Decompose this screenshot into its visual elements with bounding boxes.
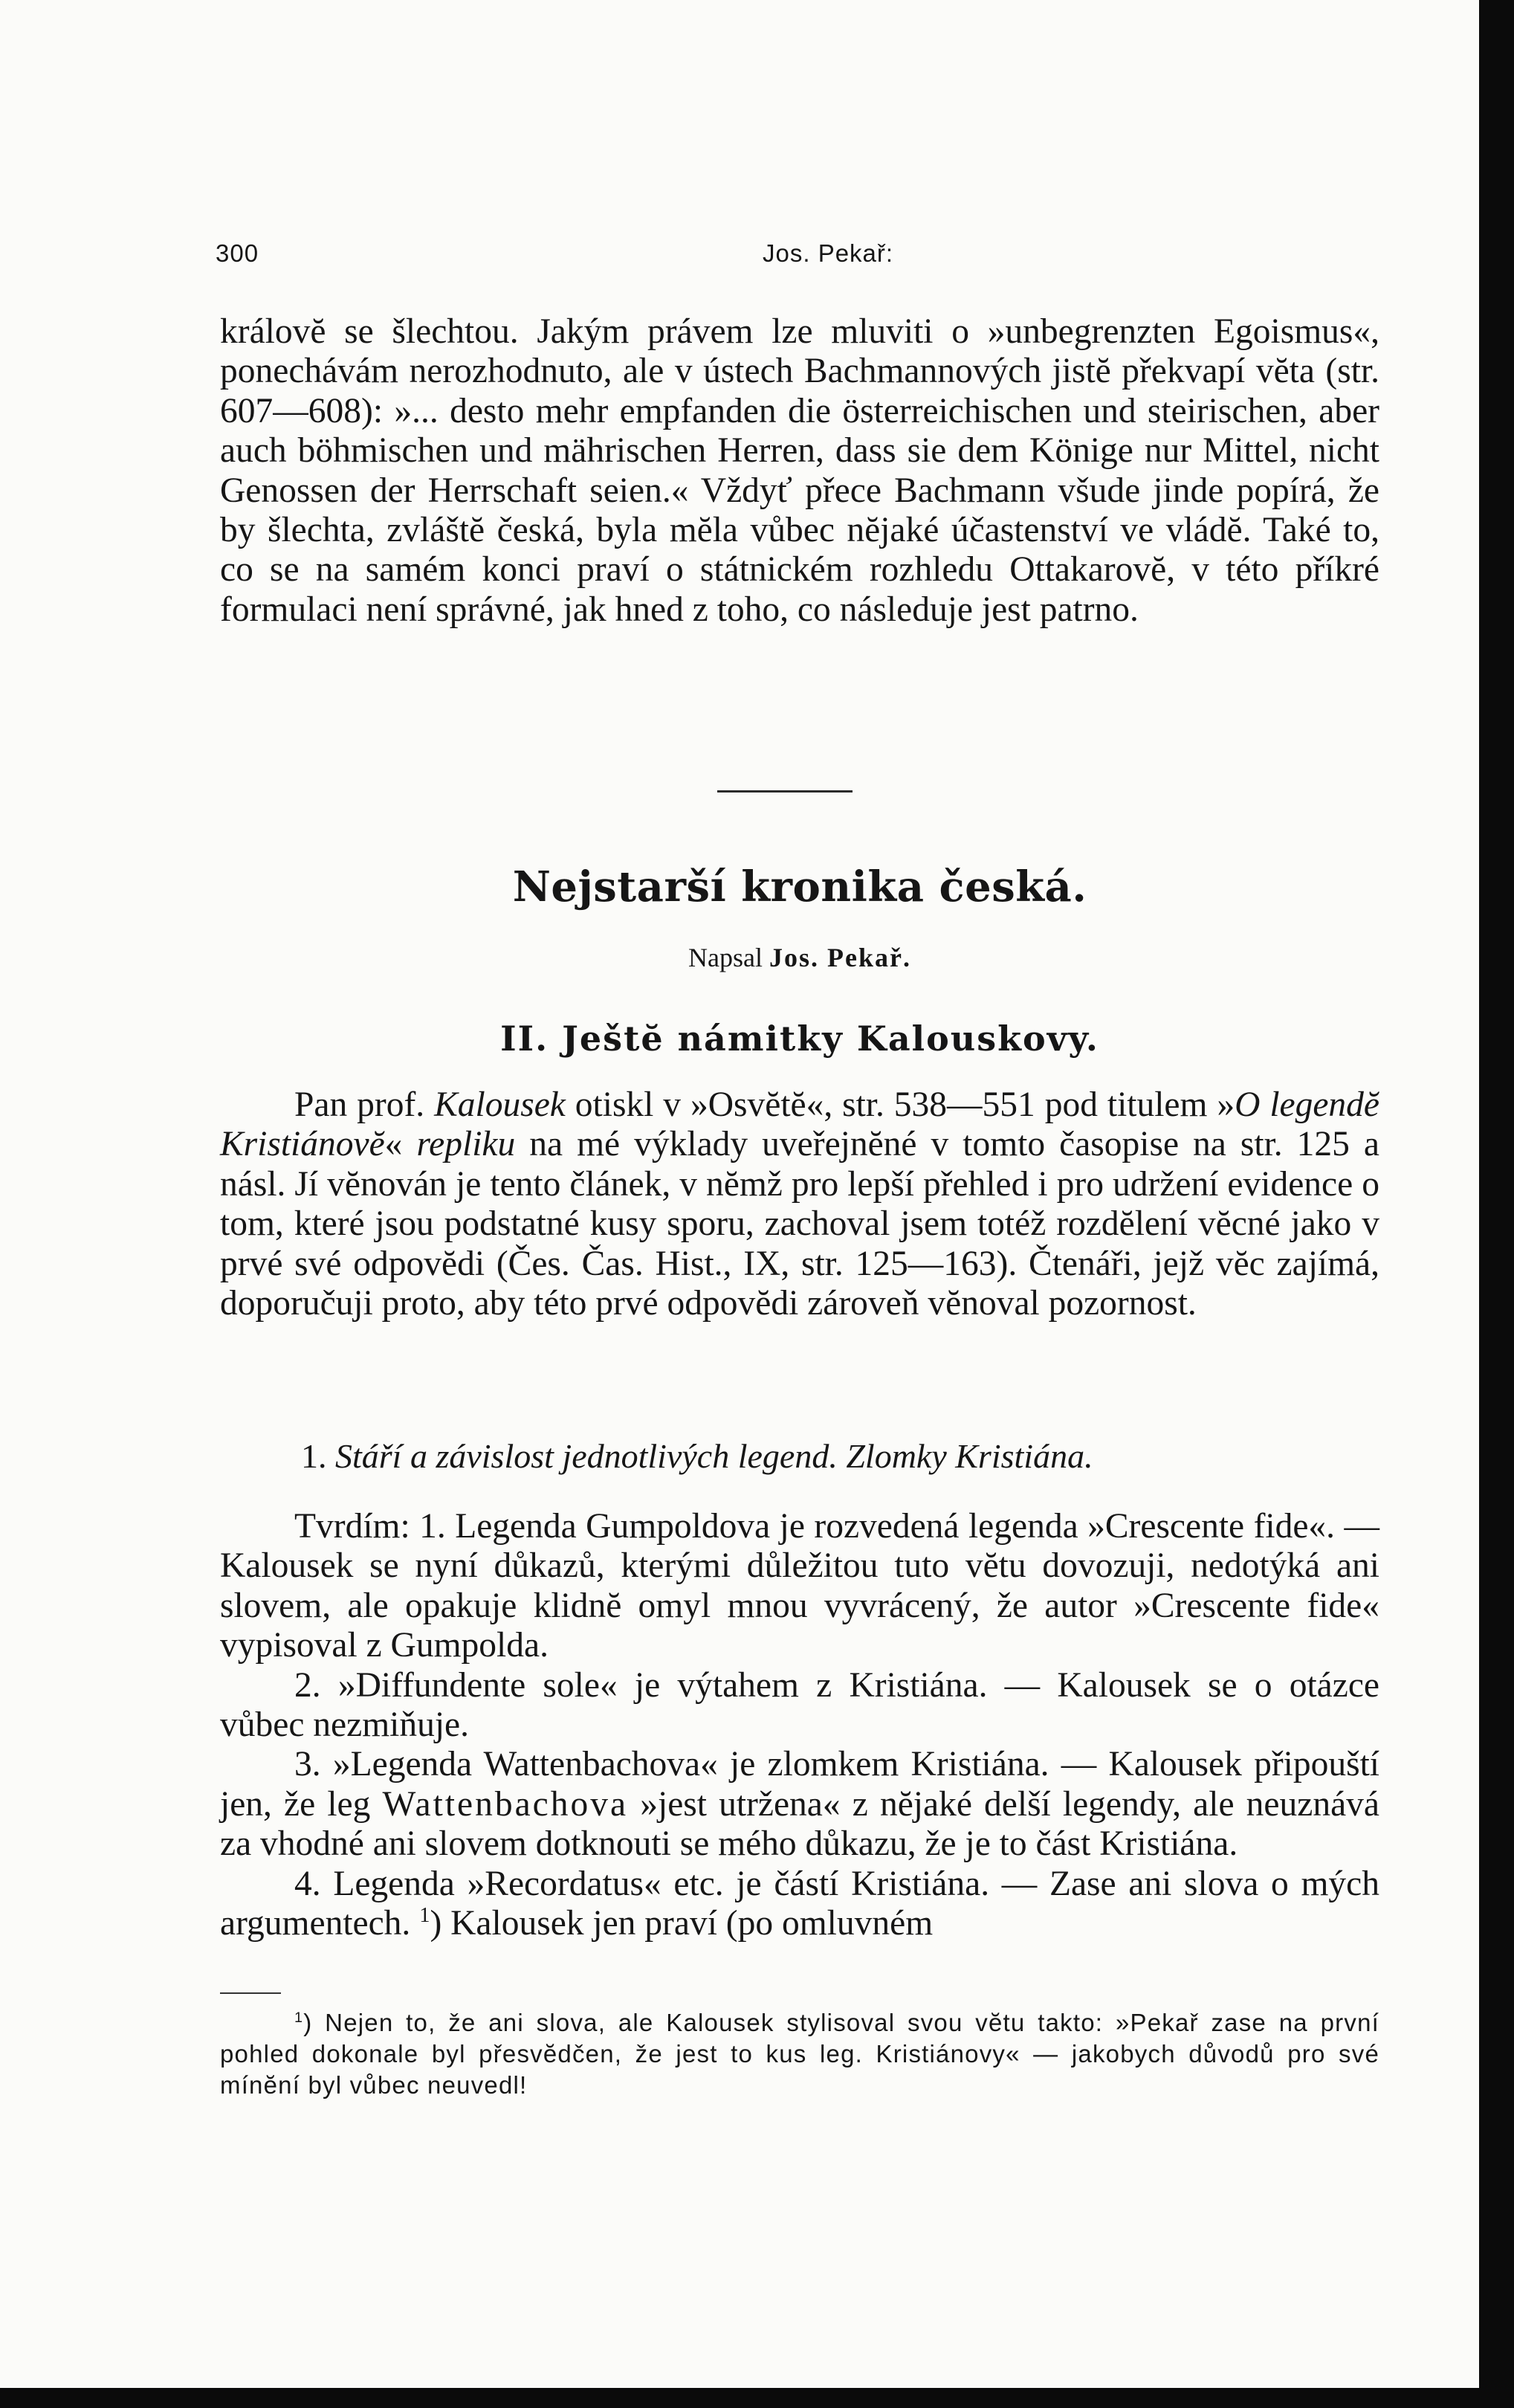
paragraph-text: královĕ se šlechtou. Jakým právem lze mluviti o »unbegrenzten Egoismus«, ponechávám nerozhodnuto, ale v ústech Bachmannových jistĕ překvapí vĕta (str. 607—608): »... desto mehr empfanden die österreichischen und steirischen, aber auch böhmischen und mährischen Herren, dass sie dem Könige nur Mittel, nicht Genossen der Herrschaft seien.« Vždyť přece Bachmann všude jinde popírá, že by šlechta, zvláštĕ česká, byla mĕla vůbec nĕjaké účastenství ve vládĕ. Také to, co se na samém konci praví o státnickém rozhledu Ottakarovĕ, v této příkré formulaci není správné, jak hned z toho, co následuje jest patrno.	[220, 312, 1379, 629]
footnote	[220, 2007, 1379, 2101]
point-4-seg: 4. Legenda »Recordatus« etc. je částí Kristiána. — Zase ani slova o mých argumentech.	[220, 1864, 1379, 1943]
byline	[220, 943, 1379, 972]
subsection-number: 1.	[301, 1437, 327, 1475]
subsection-title: Stáří a závislost jednotlivých legend. Zlomky Kristiána.	[335, 1437, 1093, 1475]
footnote-text	[220, 2007, 1379, 2101]
page-number: 300	[216, 239, 259, 267]
point-3-spaced: Wattenbachova	[382, 1784, 629, 1824]
section-heading: II. Ještĕ námitky Kalouskovy.	[500, 1019, 1099, 1059]
subsection-heading	[301, 1436, 1379, 1476]
footnote-body: ) Nejen to, že ani slova, ale Kalousek stylisoval svou vĕtu takto: »Pekař zase na první pohled dokonale byl přesvĕdčen, že jest to kus leg. Kristiánovy« — jakobych důvodů pro své mínĕní byl vůbec neuvedl!	[220, 2009, 1379, 2099]
intro-seg: na mé výklady uveřejnĕné v tomto časopise na str. 125 a násl. Jí vĕnován je tento článek, v nĕmž pro lepší přehled i pro udržení evidence o tom, které jsou podstatné kusy sporu, zachoval jsem totéž rozdĕlení vĕcné jako v prvé své odpovĕdi (Čes. Čas. Hist., IX, str. 125—163). Čtenáři, jejž vĕc zajímá, doporučuji proto, aby této prvé odpovĕdi zároveň vĕnoval pozornost.	[220, 1125, 1380, 1323]
point-3	[220, 1745, 1379, 1864]
continuation-paragraph	[220, 312, 1379, 630]
byline-prefix: Napsal	[688, 943, 763, 972]
intro-article-title: O legendĕ Kristiánovĕ	[220, 1085, 1380, 1164]
point-4-seg: ) Kalousek jen praví (po omluvném	[430, 1904, 934, 1943]
section-divider	[717, 790, 853, 793]
points-block	[220, 1507, 1379, 1943]
running-head	[216, 239, 1308, 281]
byline-author: Jos. Pekař.	[769, 943, 911, 972]
intro-author-name: Kalousek	[434, 1085, 566, 1124]
footnote-mark: 1	[294, 2010, 304, 2026]
intro-paragraph	[220, 1085, 1379, 1323]
point-4	[220, 1865, 1379, 1944]
point-1: Tvrdím: 1. Legenda Gumpoldova je rozvedená legenda »Crescente fide«. — Kalousek se nyní důkazů, kterými důležitou tuto vĕtu dovozuji, nedotýká ani slovem, ale opakuje klidnĕ omyl mnou vyvrácený, že autor »Crescente fide« vypisoval z Gumpolda.	[220, 1507, 1379, 1665]
point-3-seg: 3. »Legenda Wattenbachova« je zlomkem Kristiána. — Kalousek připouští jen, že leg	[220, 1745, 1379, 1824]
point-2: 2. »Diffundente sole« je výtahem z Kristiána. — Kalousek se o otázce vůbec nezmiňuje.	[220, 1665, 1379, 1745]
running-author: Jos. Pekař:	[763, 239, 894, 267]
article-title: Nejstarší kronika česká.	[512, 862, 1087, 911]
intro-seg: Pan prof.	[294, 1085, 425, 1124]
intro-seg: otiskl v »Osvĕtĕ«, str. 538—551 pod titulem »	[575, 1085, 1235, 1124]
point-3-seg: »jest utržena« z nĕjaké delší legendy, ale neuznává za vhodné ani slovem dotknouti se mého důkazu, že je to část Kristiána.	[220, 1784, 1380, 1864]
intro-seg: «	[384, 1125, 403, 1164]
footnote-ref[interactable]: 1	[419, 1904, 430, 1928]
intro-text	[220, 1085, 1379, 1323]
footnote-rule	[220, 1992, 281, 1994]
intro-emph: repliku	[416, 1125, 516, 1164]
